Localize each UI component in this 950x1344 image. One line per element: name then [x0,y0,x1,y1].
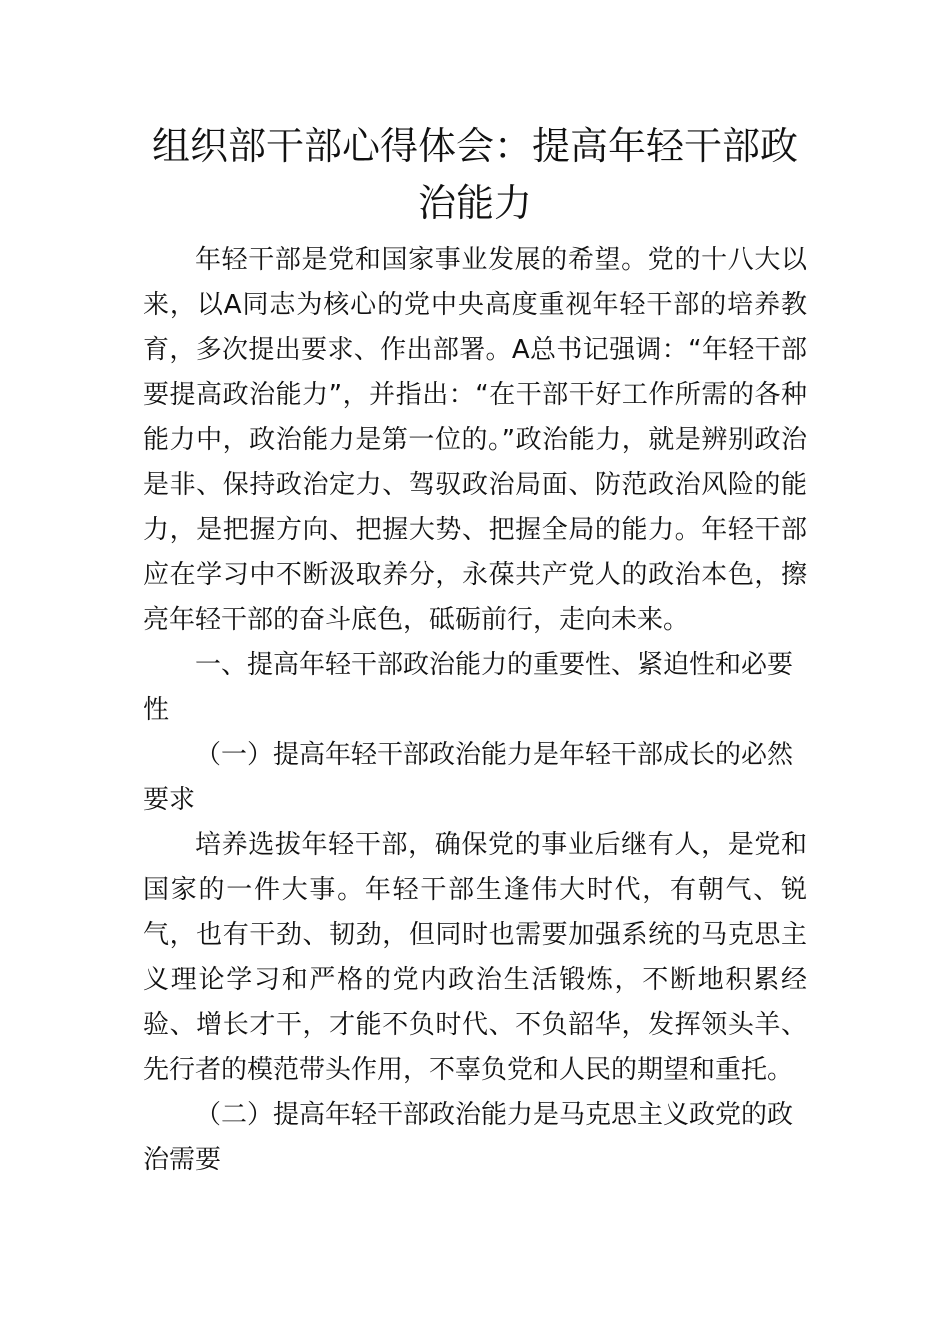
subsection-1-paragraph: 培养选拔年轻干部，确保党的事业后继有人，是党和国家的一件大事。年轻干部生逢伟大时代，有朝气、锐气，也有干劲、韧劲，但同时也需要加强系统的马克思主义理论学习和严格的党内政治生活锻炼，不断地积累经验、增长才干，才能不负时代、不负韶华，发挥领头羊、先行者的模范带头作用，不辜负党和人民的期望和重托。 [143,830,807,1085]
subsection-heading-1: （一）提高年轻干部政治能力是年轻干部成长的必然要求 [143,740,794,815]
subsection-heading-2: （二）提高年轻干部政治能力是马克思主义政党的政治需要 [143,1100,794,1175]
intro-paragraph: 年轻干部是党和国家事业发展的希望。党的十八大以来，以A同志为核心的党中央高度重视年轻干部的培养教育，多次提出要求、作出部署。A总书记强调：“年轻干部要提高政治能力”，并指出：“在干部干好工作所需的各种能力中，政治能力是第一位的。”政治能力，就是辨别政治是非、保持政治定力、驾驭政治局面、防范政治风险的能力，是把握方向、把握大势、把握全局的能力。年轻干部应在学习中不断汲取养分，永葆共产党人的政治本色，擦亮年轻干部的奋斗底色，砥砺前行，走向未来。 [143,245,807,635]
section-heading-1: 一、提高年轻干部政治能力的重要性、紧迫性和必要性 [143,650,794,725]
document-body [143,238,807,1183]
document-title: 组织部干部心得体会：提高年轻干部政治能力 [151,124,798,225]
